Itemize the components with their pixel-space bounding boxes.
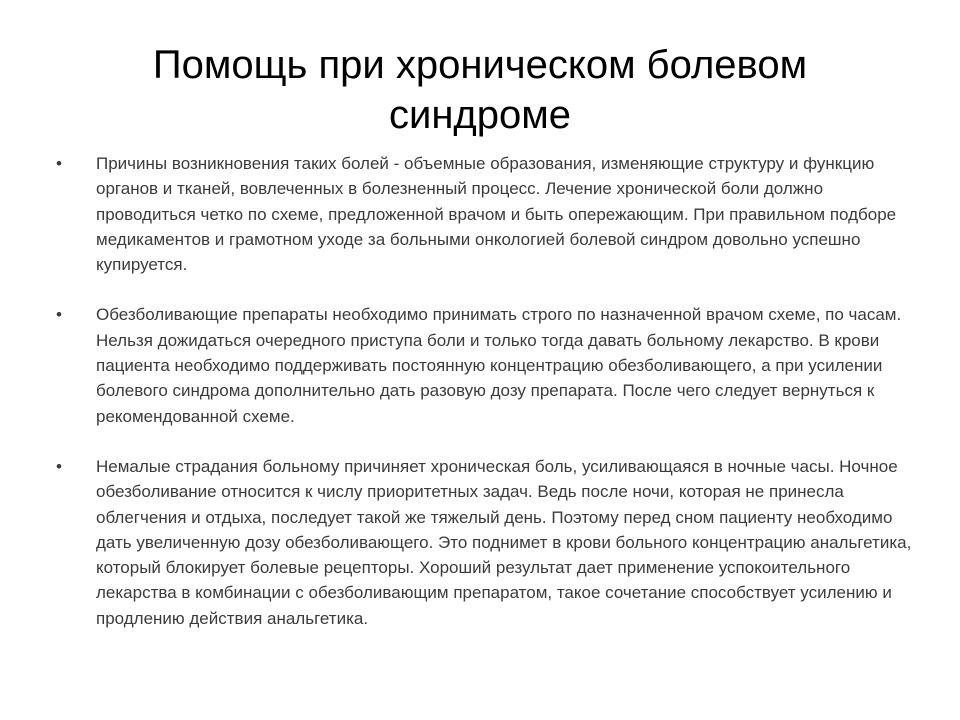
bullet-item-schedule <box>52 302 912 428</box>
slide-title: Помощь при хроническом болевом синдроме <box>152 43 808 137</box>
bullet-list <box>52 151 912 631</box>
bullet-text: Причины возникновения таких болей - объемные образования, изменяющие структуру и функцию органов и тканей, вовлеченных в болезненный процесс. Лечение хронической боли должно проводиться четко по схеме, предложенной врачом и быть опережающим. При правильном подборе медикаментов и грамотном уходе за больными онкологией болевой синдром довольно успешно купируется. <box>96 154 897 275</box>
bullet-marker: • <box>56 456 62 476</box>
bullet-marker: • <box>56 305 62 325</box>
bullet-marker: • <box>56 154 62 173</box>
bullet-text: Обезболивающие препараты необходимо принимать строго по назначенной врачом схеме, по часам. Нельзя дожидаться очередного приступа боли и только тогда давать больному лекарство. В крови пациента необходимо поддерживать постоянную концентрацию обезболивающего, а при усилении болевого синдрома дополнительно дать разовую дозу препарата. После чего следует вернуться к рекомендованной схеме. <box>96 305 902 426</box>
bullet-item-causes <box>52 151 912 277</box>
bullet-text: Немалые страдания больному причиняет хроническая боль, усиливающаяся в ночные часы. Ночное обезболивание относится к числу приоритетных задач. Ведь после ночи, которая не принесла облегчения и отдыха, последует такой же тяжелый день. Поэтому перед сном пациенту необходимо дать увеличенную дозу обезболивающего. Это поднимет в крови больного концентрацию анальгетика, который блокирует болевые рецепторы. Хороший результат дает применение успокоительного лекарства в комбинации с обезболивающим препаратом, такое сочетание способствует усилению и продлению действия анальгетика. <box>96 456 912 628</box>
bullet-item-night-pain <box>52 454 912 631</box>
